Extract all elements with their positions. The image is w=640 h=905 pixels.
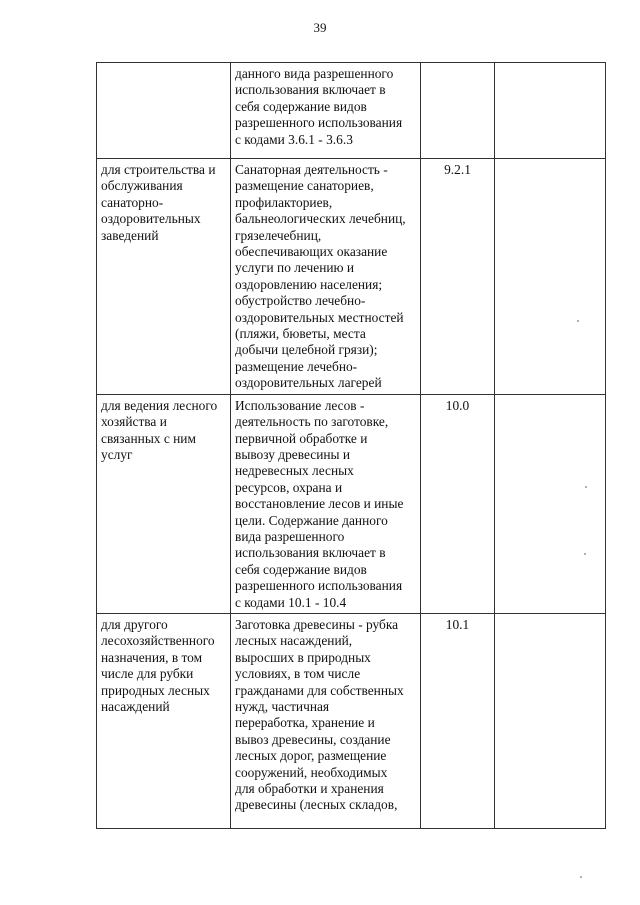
table-row <box>97 159 606 395</box>
extra-cell <box>495 63 606 159</box>
description-cell: данного вида разрешенного использования включает в себя содержание видов разрешенного использования с кодами 3.6.1 - 3.6.3 <box>231 63 421 159</box>
code-cell: 10.1 <box>421 613 495 828</box>
table-row <box>97 63 606 159</box>
extra-cell <box>495 613 606 828</box>
purpose-cell: для другого лесохозяйственного назначения, в том числе для рубки природных лесных насаждений <box>97 613 231 828</box>
scan-speck <box>584 553 586 555</box>
scan-speck <box>580 876 582 878</box>
purpose-cell: для строительства и обслуживания санаторно- оздоровительных заведений <box>97 159 231 395</box>
code-cell: 9.2.1 <box>421 159 495 395</box>
description-cell: Санаторная деятельность - размещение санаториев, профилакториев, бальнеологических лечебниц, грязелечебниц, обеспечивающих оказание услуги по лечению и оздоровлению населения; обустройство лечебно- оздоровительных местностей (пляжи, бюветы, места добычи целебной грязи); размещение лечебно- оздоровительных лагерей <box>231 159 421 395</box>
page-number: 39 <box>313 20 327 35</box>
code-cell: 10.0 <box>421 394 495 613</box>
extra-cell <box>495 159 606 395</box>
table-row <box>97 394 606 613</box>
scan-speck <box>585 486 587 488</box>
description-cell: Заготовка древесины - рубка лесных насаждений, выросших в природных условиях, в том числе гражданами для собственных нужд, частичная переработка, хранение и вывоз древесины, создание лесных дорог, размещение сооружений, необходимых для обработки и хранения древесины (лесных складов, <box>231 613 421 828</box>
code-cell <box>421 63 495 159</box>
land-use-table <box>96 62 606 829</box>
extra-cell <box>495 394 606 613</box>
table-row <box>97 613 606 828</box>
purpose-cell: для ведения лесного хозяйства и связанных с ним услуг <box>97 394 231 613</box>
purpose-cell <box>97 63 231 159</box>
scan-speck <box>577 320 579 322</box>
description-cell: Использование лесов - деятельность по заготовке, первичной обработке и вывозу древесины и недревесных лесных ресурсов, охрана и восстановление лесов и иные цели. Содержание данного вида разрешенного использования включает в себя содержание видов разрешенного использования с кодами 10.1 - 10.4 <box>231 394 421 613</box>
